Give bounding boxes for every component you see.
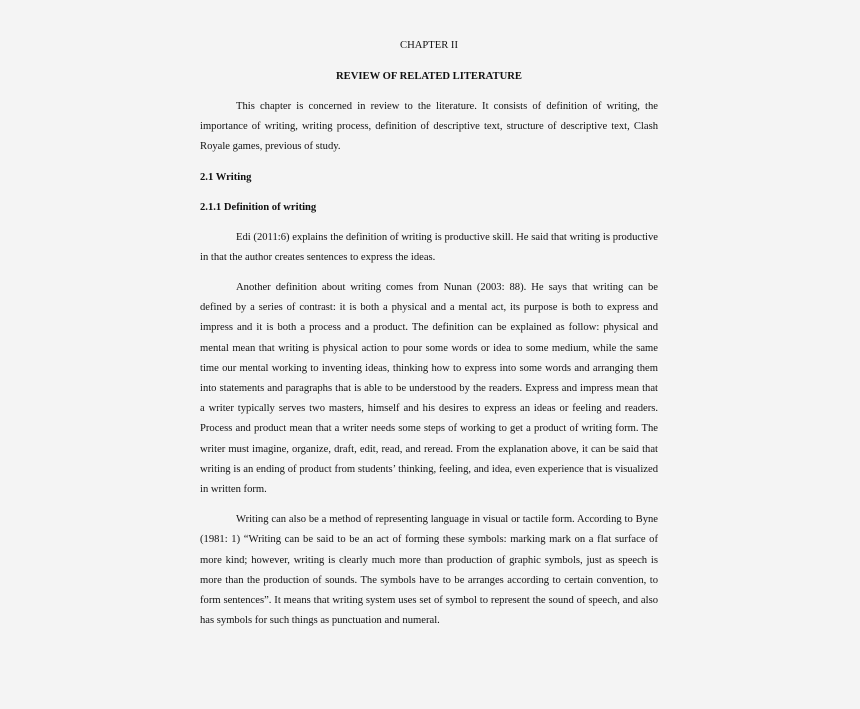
section-heading: 2.1 Writing xyxy=(200,171,252,183)
chapter-title: REVIEW OF RELATED LITERATURE xyxy=(336,71,522,82)
paragraph: Writing can also be a method of representing language in visual or tactile form. According to Byne (1981: 1) “Writing can be said to be an act of forming these symbols: marking mark on a flat surface of more kind; however, writing is clearly much more than production of graphic symbols, just as speech is more than the production of sounds. The symbols have to be arranges according to certain convention, to form sentences”. It means that writing system uses set of symbol to represent the sound of speech, and also has symbols for such things as punctuation and numeral. xyxy=(200,514,658,627)
paragraph: Another definition about writing comes from Nunan (2003: 88). He says that writing can be defined by a series of contrast: it is both a physical and a mental act, its purpose is both to express and impress and it is both a process and a product. The definition can be explained as follow: physical and mental mean that writing is physical action to pour some words or idea to some medium, while the same time our mental working to inventing ideas, thinking how to express into some words and arranging them into statements and paragraphs that is able to be understood by the readers. Express and impress mean that a writer typically serves two masters, himself and his desires to express an ideas or feeling and readers. Process and product mean that a writer needs some steps of working to get a product of writing form. The writer must imagine, organize, draft, edit, read, and reread. From the explanation above, it can be said that writing is an ending of product from students’ thinking, feeling, and idea, even experience that is visualized in written form. xyxy=(200,282,658,496)
paragraph: Edi (2011:6) explains the definition of writing is productive skill. He said that writing is productive in that the author creates sentences to express the ideas. xyxy=(200,231,658,263)
subsection-heading: 2.1.1 Definition of writing xyxy=(200,201,317,213)
intro-paragraph: This chapter is concerned in review to the literature. It consists of definition of writing, the importance of writing, writing process, definition of descriptive text, structure of descriptive text, Clash Royale games, previous of study. xyxy=(200,101,658,153)
document-body xyxy=(200,36,658,631)
chapter-label: CHAPTER II xyxy=(400,40,458,51)
